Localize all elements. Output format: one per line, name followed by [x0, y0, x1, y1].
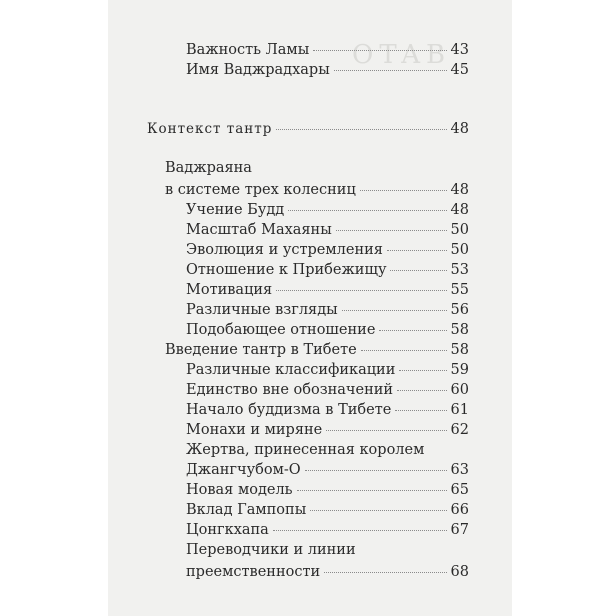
toc-entry[interactable]: Введение тантр в Тибете 58 [165, 342, 469, 358]
toc-entry[interactable]: Имя Ваджрадхары 45 [186, 62, 469, 78]
toc-section-heading[interactable]: Контекст тантр 48 [147, 121, 469, 137]
toc-entry[interactable]: преемственности 68 [186, 564, 469, 580]
toc-entry[interactable]: Вклад Гампопы 66 [186, 502, 469, 518]
toc-entry[interactable]: Различные классификации 59 [186, 362, 469, 378]
toc-entry[interactable]: Масштаб Махаяны 50 [186, 222, 469, 238]
toc-entry[interactable]: Учение Будд 48 [186, 202, 469, 218]
toc-entry[interactable]: в системе трех колесниц 48 [165, 182, 469, 198]
toc-entry[interactable]: Цонгкхапа 67 [186, 522, 469, 538]
toc-entry[interactable]: Подобающее отношение 58 [186, 322, 469, 338]
toc-entry: Жертва, принесенная королем [186, 442, 425, 458]
toc-entry: Ваджраяна [165, 160, 252, 176]
bleed-through-text: OTAB [352, 40, 452, 70]
toc-entry[interactable]: Монахи и миряне 62 [186, 422, 469, 438]
toc-entry: Переводчики и линии [186, 542, 356, 558]
toc-entry[interactable]: Эволюция и устремления 50 [186, 242, 469, 258]
toc-entry[interactable]: Важность Ламы 43 [186, 42, 469, 58]
toc-entry[interactable]: Мотивация 55 [186, 282, 469, 298]
toc-entry[interactable]: Единство вне обозначений 60 [186, 382, 469, 398]
toc-entry[interactable]: Начало буддизма в Тибете 61 [186, 402, 469, 418]
toc-entry[interactable]: Новая модель 65 [186, 482, 469, 498]
toc-entry[interactable]: Отношение к Прибежищу 53 [186, 262, 469, 278]
toc-entry[interactable]: Различные взгляды 56 [186, 302, 469, 318]
toc-entry[interactable]: Джангчубом-О 63 [186, 462, 469, 478]
